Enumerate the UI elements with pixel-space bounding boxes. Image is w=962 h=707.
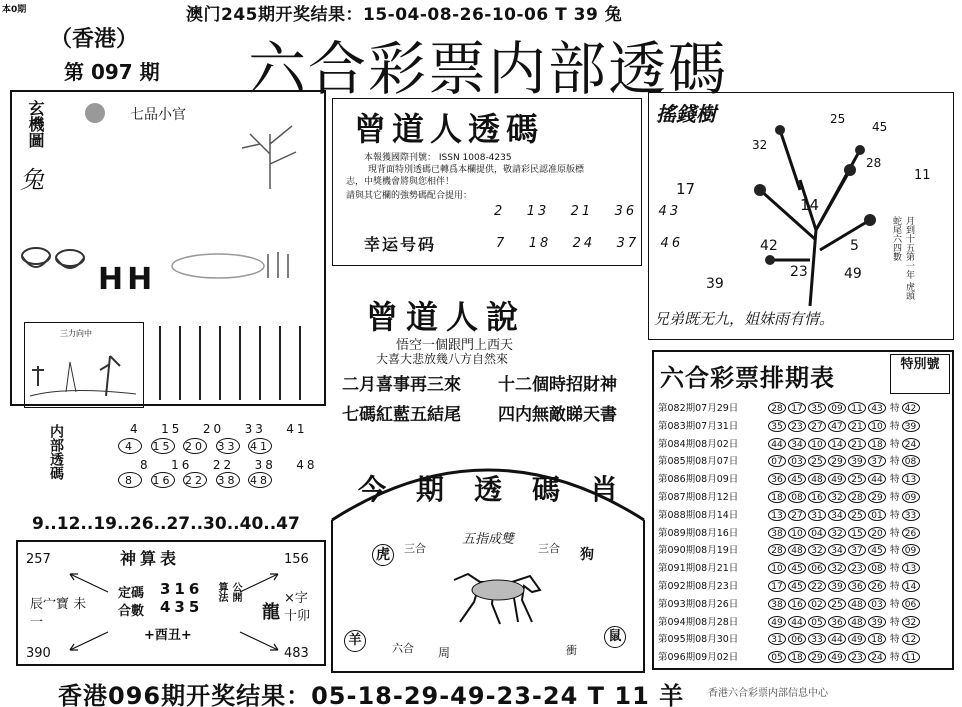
special-marker: 特 bbox=[890, 634, 900, 646]
drawn-number: 39 bbox=[848, 455, 866, 467]
drawn-number: 25 bbox=[848, 473, 866, 485]
digit: 20 bbox=[202, 422, 225, 436]
drawn-number: 44 bbox=[768, 438, 786, 450]
drawn-number: 06 bbox=[788, 633, 806, 645]
drawn-number: 18 bbox=[788, 651, 806, 663]
schedule-row-label: 第091期08月21日 bbox=[658, 563, 739, 575]
special-number: 42 bbox=[902, 402, 920, 414]
circled-digit: 4 bbox=[118, 438, 142, 454]
tree-num: 45 bbox=[872, 120, 888, 134]
drawn-number: 29 bbox=[828, 455, 846, 467]
drawn-number: 22 bbox=[808, 580, 826, 592]
drawn-number: 28 bbox=[768, 402, 786, 414]
sanhe-left: 三合 bbox=[404, 542, 426, 555]
schedule-row-label: 第090期08月19日 bbox=[658, 545, 739, 557]
hw-digit: 37 bbox=[616, 236, 640, 251]
hk-result-footer: 香港096期开奖结果：05-18-29-49-23-24 T 11 羊 bbox=[58, 682, 685, 707]
schedule-row-label: 第087期08月12日 bbox=[658, 492, 739, 503]
money-tree-title: 搖錢樹 bbox=[656, 102, 716, 126]
tree-num: 25 bbox=[830, 112, 846, 126]
digits-row-2-hw bbox=[140, 458, 318, 472]
drawn-number: 31 bbox=[808, 509, 826, 521]
drawn-number: 49 bbox=[848, 633, 866, 645]
left-handwritten-note: 辰宀寶 未一 bbox=[30, 597, 87, 630]
digit: 4 bbox=[130, 422, 141, 436]
special-marker: 特 bbox=[890, 456, 900, 468]
drawn-number: 18 bbox=[868, 438, 886, 450]
hw-digit: 21 bbox=[570, 204, 594, 219]
drawn-number: 49 bbox=[828, 651, 846, 663]
drawn-number: 18 bbox=[768, 491, 786, 503]
special-number: 12 bbox=[902, 633, 920, 645]
circled-digit: 8 bbox=[118, 472, 142, 488]
drawn-number: 02 bbox=[808, 598, 826, 610]
digit: 48 bbox=[296, 458, 318, 472]
drawn-number: 06 bbox=[808, 562, 826, 574]
right-handwritten-note: ×字 十卯 bbox=[284, 591, 311, 624]
drawn-number: 48 bbox=[848, 616, 866, 628]
neibu-label: 内部透碼 bbox=[48, 424, 64, 480]
drawn-number: 03 bbox=[788, 455, 806, 467]
drawn-number: 34 bbox=[788, 438, 806, 450]
drawn-number: 49 bbox=[768, 616, 786, 628]
drawn-number: 20 bbox=[868, 527, 886, 539]
drawn-number: 10 bbox=[808, 438, 826, 450]
tree-sketch bbox=[230, 104, 310, 194]
rat-label: 鼠 bbox=[604, 626, 626, 648]
drawn-number: 25 bbox=[808, 455, 826, 467]
drawn-number: 44 bbox=[868, 473, 886, 485]
drawn-number: 24 bbox=[868, 651, 886, 663]
drawn-number: 11 bbox=[848, 402, 866, 414]
tree-num: 42 bbox=[760, 238, 778, 254]
circled-digit: 16 bbox=[152, 474, 173, 487]
special-marker: 特 bbox=[890, 420, 900, 432]
circled-digit: 48 bbox=[250, 474, 270, 487]
drawn-number: 23 bbox=[848, 651, 866, 663]
schedule-row bbox=[658, 473, 922, 486]
circled-digit: 15 bbox=[152, 440, 173, 453]
special-marker: 特 bbox=[890, 545, 900, 557]
dragon-label: 龍 bbox=[262, 602, 280, 623]
digit: 16 bbox=[171, 458, 193, 472]
drawn-number: 29 bbox=[868, 491, 886, 503]
drawn-number: 37 bbox=[868, 455, 886, 467]
drawn-number: 26 bbox=[868, 580, 886, 592]
schedule-row bbox=[658, 651, 922, 664]
special-marker: 特 bbox=[890, 403, 900, 414]
tree-num: 17 bbox=[676, 180, 696, 198]
special-marker: 特 bbox=[890, 474, 900, 486]
drawn-number: 01 bbox=[868, 509, 886, 521]
tree-num: 39 bbox=[706, 276, 724, 292]
schedule-row bbox=[658, 598, 922, 611]
hw-digit: 43 bbox=[658, 204, 682, 219]
lucky-number-label: 幸运号码 bbox=[364, 235, 437, 254]
dingma-label: 定碼 bbox=[118, 586, 145, 601]
tree-num: 32 bbox=[752, 138, 768, 152]
num-top-left: 257 bbox=[26, 552, 51, 567]
drawn-number: 03 bbox=[868, 598, 886, 610]
schedule-row bbox=[658, 491, 922, 504]
dog-label: 狗 bbox=[580, 547, 594, 563]
schedule-row bbox=[658, 580, 922, 593]
drawn-number: 05 bbox=[768, 651, 786, 663]
drawn-number: 39 bbox=[828, 580, 846, 592]
drawn-number: 04 bbox=[808, 527, 826, 539]
schedule-row bbox=[658, 562, 922, 575]
drawn-number: 47 bbox=[828, 420, 846, 432]
drawn-number: 36 bbox=[768, 473, 786, 485]
drawn-number: 34 bbox=[828, 544, 846, 556]
drawn-number: 17 bbox=[788, 402, 806, 414]
schedule-row bbox=[658, 544, 922, 557]
footer-small-note: 香港六合彩票内部信息中心 bbox=[708, 688, 828, 699]
schedule-row-label: 第083期07月31日 bbox=[658, 420, 739, 432]
wuzhi-label: 五指成雙 bbox=[462, 532, 515, 547]
drawn-number: 45 bbox=[868, 544, 886, 556]
hw-digit: 2 bbox=[494, 204, 506, 219]
tree-side-note: 月到十五第一年 虎頭蛇尾六四數 bbox=[891, 216, 914, 300]
special-marker: 特 bbox=[890, 492, 900, 503]
schedule-row bbox=[658, 633, 922, 646]
schedule-row bbox=[658, 402, 922, 415]
landscape-sketch bbox=[26, 336, 142, 406]
drawn-number: 44 bbox=[828, 633, 846, 645]
special-marker: 特 bbox=[890, 652, 900, 664]
xichou-label: +酉丑+ bbox=[144, 628, 192, 643]
heshu-label: 合數 bbox=[118, 604, 145, 619]
schedule-row-label: 第089期08月16日 bbox=[658, 527, 739, 539]
drawn-number: 08 bbox=[868, 562, 886, 574]
drawn-number: 45 bbox=[788, 580, 806, 592]
couplet-2: 十二個時招財神 bbox=[498, 375, 617, 395]
chong-label: 衝 bbox=[566, 644, 577, 657]
notice-line-2: 現背面特別透碼已轉爲本欄提供，敬請彩民認准原版標 bbox=[368, 165, 585, 175]
schedule-row-label: 第084期08月02日 bbox=[658, 438, 739, 450]
zhou-label: 周 bbox=[438, 646, 451, 660]
special-number: 11 bbox=[902, 651, 920, 663]
sheep-label: 羊 bbox=[344, 630, 366, 652]
digits-row-2-circled bbox=[118, 472, 274, 488]
tree-num: 28 bbox=[866, 156, 882, 170]
special-number: 08 bbox=[902, 455, 920, 467]
special-marker: 特 bbox=[890, 509, 900, 521]
macau-result-headline: 澳门245期开奖结果：15-04-08-26-10-06 T 39 兔 bbox=[186, 5, 623, 25]
hw-digit: 46 bbox=[660, 236, 684, 251]
issue-number: 第 097 期 bbox=[64, 60, 160, 84]
special-marker: 特 bbox=[890, 527, 900, 539]
couplet-1: 二月喜事再三來 bbox=[342, 375, 461, 395]
schedule-row-label: 第096期09月02日 bbox=[658, 652, 739, 664]
digit: 15 bbox=[161, 422, 183, 436]
special-number: 32 bbox=[902, 616, 920, 628]
tree-num: 5 bbox=[850, 238, 859, 254]
schedule-row-label: 第094期08月28日 bbox=[658, 616, 739, 628]
drawn-number: 14 bbox=[828, 438, 846, 450]
schedule-row bbox=[658, 438, 922, 451]
special-number: 09 bbox=[902, 544, 920, 556]
schedule-title: 六合彩票排期表 bbox=[660, 364, 835, 392]
num-bottom-left: 390 bbox=[26, 646, 51, 661]
drawn-number: 45 bbox=[788, 473, 806, 485]
special-number: 39 bbox=[902, 420, 920, 432]
special-marker: 特 bbox=[890, 438, 900, 450]
drawn-number: 08 bbox=[788, 491, 806, 503]
circled-digit: 33 bbox=[217, 440, 238, 453]
special-number: 09 bbox=[902, 491, 920, 503]
main-title: 六合彩票内部透碼 bbox=[248, 35, 729, 103]
special-marker: 特 bbox=[890, 616, 900, 628]
drawn-number: 43 bbox=[868, 402, 886, 414]
digit: 8 bbox=[140, 458, 151, 472]
tree-num: 14 bbox=[800, 196, 820, 214]
drawn-number: 23 bbox=[848, 562, 866, 574]
drawn-number: 32 bbox=[808, 544, 826, 556]
schedule-row-label: 第093期08月26日 bbox=[658, 598, 739, 610]
arc-title: 今期透碼肖 bbox=[358, 473, 649, 506]
special-number: 14 bbox=[902, 580, 920, 592]
tree-num: 23 bbox=[790, 264, 808, 280]
special-number: 13 bbox=[902, 473, 920, 485]
schedule-row bbox=[658, 420, 922, 433]
tiger-label: 虎 bbox=[372, 544, 394, 566]
drawn-number: 25 bbox=[828, 598, 846, 610]
drawn-number: 45 bbox=[788, 562, 806, 574]
drawn-number: 31 bbox=[768, 633, 786, 645]
drawn-number: 27 bbox=[808, 420, 826, 432]
number-sequence: 9..12..19..26..27..30..40..47 bbox=[32, 514, 300, 534]
hw-digit: 7 bbox=[496, 236, 508, 251]
drawn-number: 10 bbox=[768, 562, 786, 574]
drawn-number: 39 bbox=[868, 616, 886, 628]
drawn-number: 13 bbox=[768, 509, 786, 521]
drawn-number: 48 bbox=[808, 473, 826, 485]
digit: 41 bbox=[286, 422, 308, 436]
schedule-row-label: 第092期08月23日 bbox=[658, 581, 739, 592]
schedule-row-label: 第086期08月09日 bbox=[658, 474, 739, 486]
moon-illustration bbox=[82, 100, 108, 126]
drawn-number: 44 bbox=[788, 616, 806, 628]
hw-digit: 24 bbox=[572, 236, 596, 251]
drawn-number: 07 bbox=[768, 455, 786, 467]
schedule-row-label: 第082期07月29日 bbox=[658, 403, 739, 414]
drawn-number: 09 bbox=[828, 402, 846, 414]
digit: 22 bbox=[212, 458, 235, 472]
special-marker: 特 bbox=[890, 598, 900, 610]
corner-mark: 本0期 bbox=[2, 5, 27, 15]
digit: 38 bbox=[254, 458, 276, 472]
drawn-number: 33 bbox=[808, 633, 826, 645]
drawn-number: 35 bbox=[768, 420, 786, 432]
drawn-number: 10 bbox=[788, 527, 806, 539]
handwritten-columns bbox=[150, 320, 320, 406]
heshu-value: 435 bbox=[160, 598, 204, 616]
drawn-number: 17 bbox=[768, 580, 786, 592]
schedule-row bbox=[658, 509, 922, 522]
drawn-number: 48 bbox=[788, 544, 806, 556]
schedule-row bbox=[658, 527, 922, 540]
gongkai-label: 公開 bbox=[230, 582, 241, 602]
drawn-number: 37 bbox=[848, 544, 866, 556]
special-number: 26 bbox=[902, 527, 920, 539]
liuhe-label: 六合 bbox=[392, 642, 414, 655]
digits-row-1-hw bbox=[130, 422, 308, 436]
tree-num: 49 bbox=[844, 266, 862, 282]
drawn-number: 18 bbox=[868, 633, 886, 645]
sanli-label: 三力向中 bbox=[60, 329, 92, 338]
xuanji-label: 玄機圖 bbox=[26, 100, 45, 148]
digit: 33 bbox=[244, 422, 266, 436]
hh-symbol: HH bbox=[98, 262, 157, 297]
special-number: 24 bbox=[902, 438, 920, 450]
drawn-number: 10 bbox=[868, 420, 886, 432]
zengdao-title: 曾道人透碼 bbox=[354, 110, 545, 148]
circled-digit: 20 bbox=[185, 440, 205, 453]
drawn-number: 35 bbox=[808, 402, 826, 414]
schedule-row bbox=[658, 455, 922, 468]
drawn-number: 38 bbox=[768, 598, 786, 610]
drawn-number: 36 bbox=[848, 580, 866, 592]
schedule-row bbox=[658, 616, 922, 629]
brothers-sisters-note: 兄弟既无九，姐妹雨有情。 bbox=[654, 310, 835, 328]
special-number-label: 特別號 bbox=[900, 357, 940, 372]
drawn-number: 32 bbox=[828, 562, 846, 574]
couplet-3: 七碼紅藍五結尾 bbox=[342, 405, 461, 425]
schedule-row-label: 第085期08月07日 bbox=[658, 456, 739, 468]
drawn-number: 28 bbox=[848, 491, 866, 503]
notice-line-4: 請與其它欄的強勢碼配合提用： bbox=[346, 191, 473, 201]
suanfa-label: 算法 bbox=[216, 582, 227, 602]
drawn-number: 21 bbox=[848, 420, 866, 432]
special-number: 33 bbox=[902, 509, 920, 521]
drawn-number: 28 bbox=[768, 544, 786, 556]
drawn-number: 49 bbox=[828, 473, 846, 485]
special-marker: 特 bbox=[890, 581, 900, 592]
drawn-number: 23 bbox=[788, 420, 806, 432]
hw-digit: 13 bbox=[526, 204, 550, 219]
hw-digit: 36 bbox=[614, 204, 638, 219]
drawn-number: 27 bbox=[788, 509, 806, 521]
schedule-row-label: 第095期08月30日 bbox=[658, 634, 739, 646]
circled-digit: 38 bbox=[217, 474, 238, 487]
digits-row-1-circled bbox=[118, 438, 274, 454]
dingma-value: 316 bbox=[160, 580, 204, 598]
num-bottom-right: 483 bbox=[284, 646, 309, 661]
fence-sketch bbox=[168, 244, 298, 284]
drawn-number: 05 bbox=[808, 616, 826, 628]
drawn-number: 29 bbox=[808, 651, 826, 663]
poem-line-1: 悟空一個跟門上西天 bbox=[396, 338, 514, 353]
drawn-number: 34 bbox=[828, 509, 846, 521]
sanhe-right: 三合 bbox=[538, 542, 560, 555]
tree-num: 11 bbox=[914, 168, 931, 183]
drawn-number: 48 bbox=[848, 598, 866, 610]
schedule-row-label: 第088期08月14日 bbox=[658, 509, 739, 521]
animal-handwritten: 兔 bbox=[20, 166, 44, 194]
notice-line-1: 本報獲國際刊號： ISSN 1008-4235 bbox=[364, 153, 512, 163]
special-number: 06 bbox=[902, 598, 920, 610]
drawn-number: 36 bbox=[828, 616, 846, 628]
drawn-number: 32 bbox=[828, 491, 846, 503]
notice-line-3: 志，中獎機會將與您相伴！ bbox=[346, 177, 455, 187]
drawn-number: 21 bbox=[848, 438, 866, 450]
drawn-number: 15 bbox=[848, 527, 866, 539]
drawn-number: 38 bbox=[768, 527, 786, 539]
poem-line-2: 大喜大悲放幾八方自然來 bbox=[376, 352, 509, 366]
hw-digit: 18 bbox=[528, 236, 552, 251]
zengdao-says-title: 曾道人說 bbox=[366, 298, 527, 336]
bowls-sketch bbox=[18, 240, 88, 280]
circled-digit: 22 bbox=[185, 474, 205, 487]
drawn-number: 16 bbox=[788, 598, 806, 610]
drawn-number: 32 bbox=[828, 527, 846, 539]
special-number: 13 bbox=[902, 562, 920, 574]
shensuan-title: 神算表 bbox=[120, 549, 181, 568]
horse-illustration bbox=[440, 560, 550, 640]
region-label: （香港） bbox=[50, 27, 139, 52]
seven-rank-official: 七品小官 bbox=[130, 107, 186, 123]
special-marker: 特 bbox=[890, 563, 900, 575]
circled-digit: 41 bbox=[250, 440, 270, 453]
drawn-number: 25 bbox=[848, 509, 866, 521]
drawn-number: 16 bbox=[808, 491, 826, 503]
couplet-4: 四内無敵睇天書 bbox=[498, 405, 617, 425]
num-top-right: 156 bbox=[284, 552, 309, 567]
